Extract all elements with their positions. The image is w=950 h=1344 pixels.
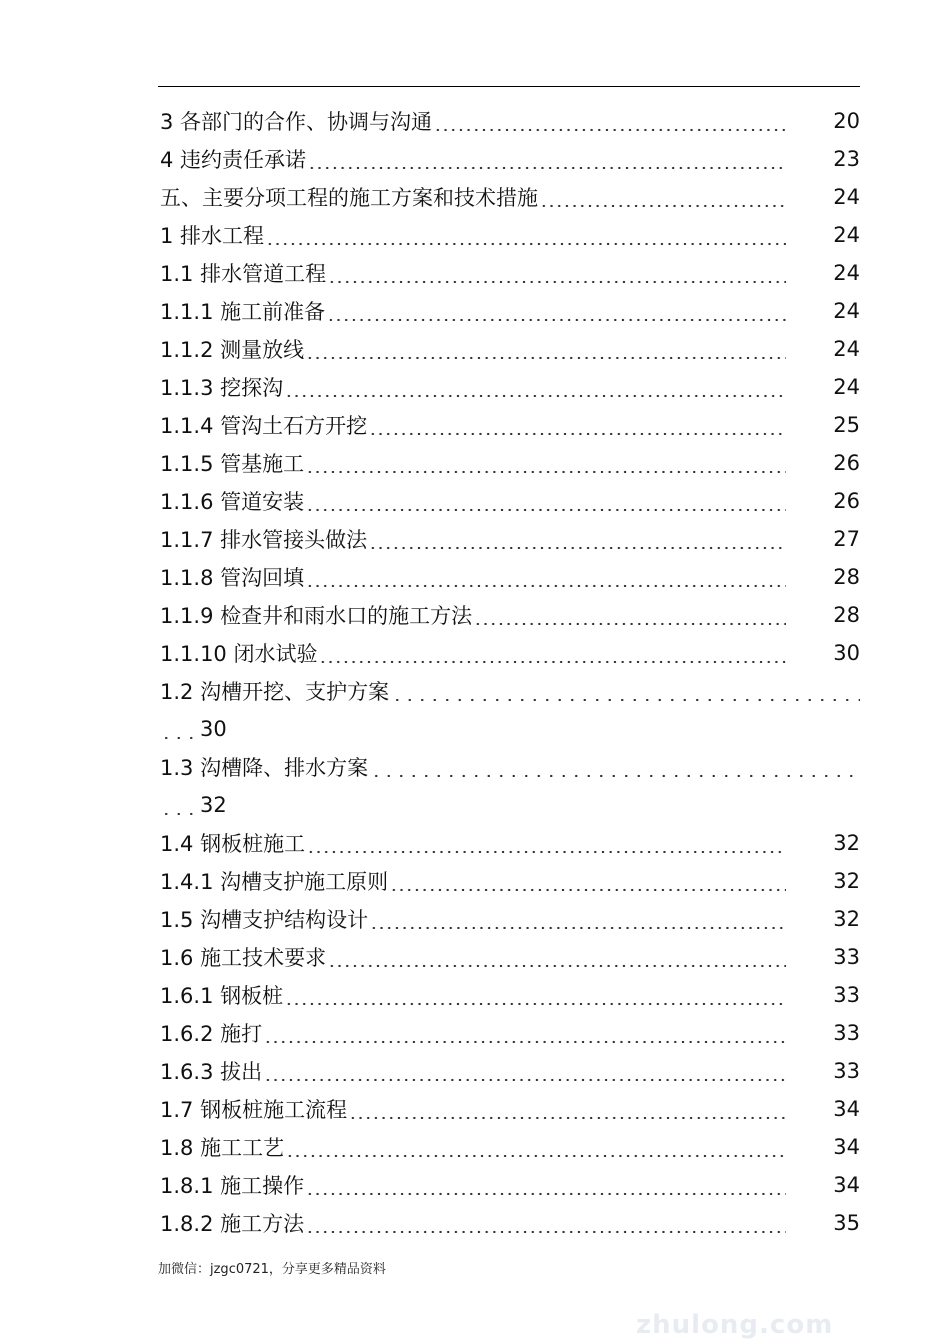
toc-entry-page: 24: [833, 223, 860, 247]
toc-entry-label: 1.8.1 施工操作: [160, 1174, 305, 1198]
toc-entry-page: 25: [833, 413, 860, 437]
toc-dot-leader: [264, 1023, 786, 1043]
toc-entry[interactable]: [160, 862, 860, 900]
toc-entry-page: 24: [833, 299, 860, 323]
toc-entry-page: 26: [833, 489, 860, 513]
toc-entry-page: 34: [833, 1135, 860, 1159]
toc-entry[interactable]: [160, 216, 860, 254]
toc-entry-label: 1.4 钢板桩施工: [160, 832, 306, 856]
toc-entry[interactable]: [160, 596, 860, 634]
toc-entry-page: 24: [833, 375, 860, 399]
toc-entry-label: 1.1.10 闭水试验: [160, 642, 318, 666]
toc-entry-label: 1.6 施工技术要求: [160, 946, 327, 970]
toc-dot-leader: [286, 1137, 786, 1157]
toc-dot-leader: [434, 111, 786, 131]
toc-dot-leader: [306, 491, 786, 511]
toc-entry-label: 1.1.2 测量放线: [160, 338, 305, 362]
toc-entry-page: 32: [833, 869, 860, 893]
toc-dot-leader: [327, 301, 786, 321]
toc-dot-leader: [264, 1061, 786, 1081]
toc-entry-page: 32: [833, 907, 860, 931]
toc-entry-label: 1.1.3 挖探沟: [160, 376, 284, 400]
toc-entry[interactable]: [160, 178, 860, 216]
toc-entry[interactable]: [160, 748, 860, 786]
toc-entry-page: 32: [200, 793, 227, 817]
toc-dot-leader: [328, 263, 786, 283]
toc-dot-leader: [306, 1213, 786, 1233]
toc-dot-leader: [370, 909, 786, 929]
toc-entry[interactable]: [160, 900, 860, 938]
toc-entry-label: 1.8.2 施工方法: [160, 1212, 305, 1236]
toc-entry-page: 33: [833, 983, 860, 1007]
toc-entry-label: 1.4.1 沟槽支护施工原则: [160, 870, 389, 894]
toc-entry-page: 28: [833, 603, 860, 627]
toc-dot-leader: [369, 415, 786, 435]
toc-dot-leader: [306, 339, 786, 359]
toc-entry-label: 1.1.6 管道安装: [160, 490, 305, 514]
toc-entry[interactable]: [160, 368, 860, 406]
toc-entry-label: 1 排水工程: [160, 224, 265, 248]
toc-dot-leader: [307, 833, 786, 853]
toc-entry-label: 1.5 沟槽支护结构设计: [160, 908, 369, 932]
toc-entry[interactable]: [160, 140, 860, 178]
header-rule: [158, 86, 860, 87]
toc-dot-leader: [308, 149, 786, 169]
toc-entry-label: 1.1.8 管沟回填: [160, 566, 305, 590]
toc-entry-page: 33: [833, 1059, 860, 1083]
toc-dot-leader: [160, 795, 200, 815]
toc-entry-page: 34: [833, 1173, 860, 1197]
toc-entry[interactable]: [160, 824, 860, 862]
toc-entry[interactable]: [160, 102, 860, 140]
toc-entry-page: 27: [833, 527, 860, 551]
toc-entry[interactable]: [160, 406, 860, 444]
toc-entry[interactable]: [160, 520, 860, 558]
toc-dot-leader: [306, 453, 786, 473]
toc-entry-label: 1.7 钢板桩施工流程: [160, 1098, 348, 1122]
toc-entry-page: 33: [833, 1021, 860, 1045]
toc-dot-leader: [266, 225, 786, 245]
toc-entry-label: 1.1.4 管沟土石方开挖: [160, 414, 368, 438]
toc-entry-page: 30: [833, 641, 860, 665]
toc-entry[interactable]: [160, 1014, 860, 1052]
toc-dot-leader: [285, 985, 786, 1005]
toc-entry-page: 35: [833, 1211, 860, 1235]
toc-entry-page: 30: [200, 717, 227, 741]
toc-dot-leader: [349, 1099, 786, 1119]
toc-dot-leader: [306, 567, 786, 587]
toc-dot-leader: [160, 719, 200, 739]
toc-dot-leader: [328, 947, 786, 967]
toc-entry-label: 1.1.5 管基施工: [160, 452, 305, 476]
toc-entry-label: 1.2 沟槽开挖、支护方案: [160, 680, 390, 704]
toc-entry-label: 1.1 排水管道工程: [160, 262, 327, 286]
toc-entry-page: 32: [833, 831, 860, 855]
toc-entry[interactable]: [160, 1052, 860, 1090]
toc-entry-page: 24: [833, 261, 860, 285]
toc-entry-label: 4 违约责任承诺: [160, 148, 307, 172]
toc-entry-label: 3 各部门的合作、协调与沟通: [160, 110, 433, 134]
watermark: zhulong.com: [636, 1310, 834, 1340]
toc-entry[interactable]: [160, 1128, 860, 1166]
toc-entry-label: 1.6.1 钢板桩: [160, 984, 284, 1008]
toc-dot-leader: [285, 377, 786, 397]
toc-entry-page: 24: [833, 337, 860, 361]
toc-entry[interactable]: [160, 292, 860, 330]
toc-dot-leader: [474, 605, 786, 625]
toc-entry-page: 24: [833, 185, 860, 209]
toc-entry-label: 1.1.1 施工前准备: [160, 300, 326, 324]
toc-entry-label: 1.3 沟槽降、排水方案: [160, 756, 369, 780]
toc-entry-page: 26: [833, 451, 860, 475]
table-of-contents: [160, 102, 860, 1242]
toc-entry-continuation: [160, 710, 860, 748]
toc-entry[interactable]: [160, 1090, 860, 1128]
toc-entry-page: 20: [833, 109, 860, 133]
toc-entry-page: 23: [833, 147, 860, 171]
toc-entry-label: 1.6.3 拔出: [160, 1060, 263, 1084]
toc-entry[interactable]: [160, 672, 860, 710]
toc-entry-page: 34: [833, 1097, 860, 1121]
toc-dot-leader: [540, 187, 786, 207]
toc-entry-page: 33: [833, 945, 860, 969]
toc-entry-label: 1.1.7 排水管接头做法: [160, 528, 368, 552]
toc-entry-page: 28: [833, 565, 860, 589]
toc-entry[interactable]: [160, 444, 860, 482]
toc-dot-leader: [369, 529, 786, 549]
toc-entry[interactable]: [160, 558, 860, 596]
toc-entry[interactable]: [160, 1166, 860, 1204]
toc-entry[interactable]: [160, 254, 860, 292]
toc-dot-leader: [390, 871, 786, 891]
toc-entry[interactable]: [160, 482, 860, 520]
toc-entry-label: 1.8 施工工艺: [160, 1136, 285, 1160]
toc-entry[interactable]: [160, 938, 860, 976]
toc-entry-label: 1.6.2 施打: [160, 1022, 263, 1046]
footer-note: 加微信：jzgc0721，分享更多精品资料: [158, 1262, 386, 1277]
toc-entry[interactable]: [160, 976, 860, 1014]
toc-entry[interactable]: [160, 1204, 860, 1242]
toc-entry-label: 五、主要分项工程的施工方案和技术措施: [160, 186, 538, 210]
toc-dot-leader: [391, 681, 860, 701]
toc-dot-leader: [319, 643, 786, 663]
toc-dot-leader: [370, 757, 860, 777]
toc-entry-continuation: [160, 786, 860, 824]
toc-entry[interactable]: [160, 634, 860, 672]
toc-dot-leader: [306, 1175, 786, 1195]
toc-entry[interactable]: [160, 330, 860, 368]
toc-entry-label: 1.1.9 检查井和雨水口的施工方法: [160, 604, 473, 628]
